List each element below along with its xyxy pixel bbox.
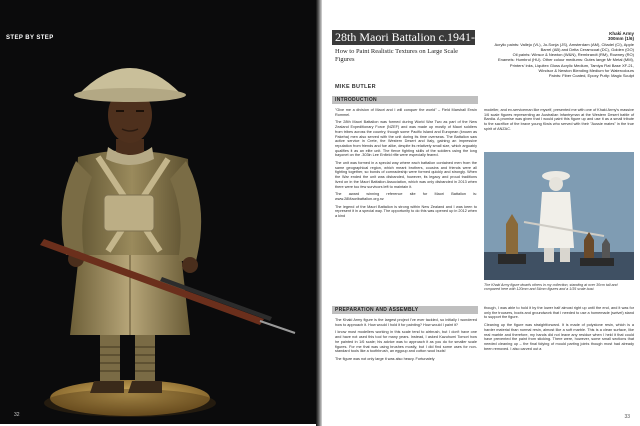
paragraph: Cleaning up the figure was straightforward. It is made of polystone resin, which is a harder material than normal resin, almost like a soft marble. This is a clean surface, like real marble and therefore, my hands did not leave any residue when I held it that could have prevented the paint from sticking. There were, however, some small sections that needed cleaning up – the final tidying of mould parting joints though most had already been removed. I also carved out a	[484, 323, 634, 351]
paragraph: The legend of the Maori Battalion is strong within New Zealand and I was keen to represent it in a special way. The opportunity to do this was opened up in 2012 when a kind	[335, 204, 477, 219]
paragraph: The Khaki Army figure is the largest project I've ever tackled, so initially I wondered how to approach it. How would I hold it for painting? How would I paint it?	[335, 318, 477, 327]
author-name: MIKE BUTLER	[335, 84, 376, 90]
paragraph: The unit was formed in a special way where each battalion contained men from the same geographical region, which meant brothers, cousins and friends were all fighting together, so bonds of comradeship were formed quickly and strongly. When the War ended the unit was disbanded, however, its legacy and proud traditions lived on in the Maori Battalion Association, which was only disbanded in 2013 when there were too few survivors left to maintain it.	[335, 161, 477, 189]
paragraph: The figure was not only large it was also heavy. Fortunately	[335, 356, 435, 361]
spec-line: Windsor & Newton Blending Medium for Watercolours	[538, 68, 634, 74]
section-header: STEP BY STEP	[6, 35, 54, 41]
paragraph: "Give me a division of Maori and I will conquer the world" – Field Marshall Erwin Rommel.	[335, 108, 477, 117]
left-page	[0, 0, 318, 424]
spec-line: Paints: Fiber Coated, Epoxy Putty: Magic Sculpt	[548, 73, 634, 79]
spec-line: Barrel (AB) and Delta Ceramcoat (DC), Golden (GO)	[540, 46, 634, 52]
intro-column-right	[484, 108, 634, 135]
section-heading-preparation: PREPARATION AND ASSEMBLY	[332, 306, 478, 314]
spec-line: Enamels: Humbrol (HU). Other colour mediums: Gutes lange Mr Metal (MM),	[497, 57, 634, 63]
article-subtitle: How to Paint Realistic Textures on Large Scale Figures	[335, 48, 458, 63]
right-page-number: 33	[624, 414, 630, 420]
spec-line: Acrylic paints: Vallejo (VL), Jo-Sonja (JS), Amsterdam (AM), Citadel (CI), Apple	[494, 41, 634, 47]
paragraph: The award winning reference site for Maori Battalion is: www.28Maoribattalion.org.nz	[335, 192, 477, 201]
paragraph: The 28th Maori Battalion was formed during World War Two as part of the New Zealand Expeditionary Force (NZEF) and was made up mostly of Maori soldiers from tribes across the country, though some Pacific Island and European (known as Pakeha) men also served with the unit during its time overseas. The Battalion saw active service in Crete, the Western Desert and Italy, gaining an impressive reputation from friends and foe alike, despite its relatively small size, which arguably qualifies it as an elite unit. The fierce fighting skills of the soldiers using the long bayonet on the .303in Lee Enfield rifle were especially feared.	[335, 120, 477, 158]
article-title: 28th Maori Battalion c.1941-1943	[335, 30, 499, 44]
comparison-figures-photo	[484, 152, 634, 280]
section-heading-introduction: INTRODUCTION	[332, 96, 478, 104]
prep-column-right	[484, 306, 634, 354]
spec-title-line1: Khaki Army	[609, 31, 634, 36]
left-page-number: 32	[14, 412, 20, 418]
right-page	[322, 0, 640, 426]
prep-column-left	[335, 318, 477, 365]
spec-line: Oil paints: Winsor & Newton (W&N), Rembrandt (RM), Rowney (RO)	[512, 52, 634, 58]
paragraph: I know most modellers working in this scale tend to airbrush, but I don't have one and have not used this tool for many years. Instead, I asked Kazuhumi Tomori how he painted in 1/6 scale; his advice was to approach it as you do for smaller scale figures. For me that was using brushes mostly, but I did find some uses for non-standard tools like a toothbrush, an eggcup and cotton wool buds!	[335, 330, 477, 354]
materials-list	[476, 31, 634, 79]
paragraph: though, I was able to hold it by the lower half almost right up until the end, and it was for only the trousers, boots and groundwork that I needed to use a homemade (swivel) stand to support the figure.	[484, 306, 634, 320]
intro-column-left	[335, 108, 477, 222]
photo-caption: The Khaki Army figure dwarfs others in my collection, standing at over 30cm tall and compared here with 120mm and 54mm figures and a 1/35 scale bust.	[484, 283, 618, 292]
soldier-figure-photo	[20, 55, 300, 420]
paragraph: modeller, and ex-serviceman like myself, presented me with one of Khaki Army's massive 1/6 scale figures representing an Australian Infantryman at the Western Desert battle of Bardia. A promise was given that I would paint this figure up and use it as a small tribute to the sacrifice of the brave young Kiwis who served with their "Aussie mates" in the true spirit of ANZAC.	[484, 108, 634, 131]
spec-title-line2: 300mm (1/6)	[607, 36, 634, 42]
spec-line: Printers' inks, Liquitex Gloss Acrylic Medium, Tamiya Flat Base XF-21,	[509, 62, 634, 68]
